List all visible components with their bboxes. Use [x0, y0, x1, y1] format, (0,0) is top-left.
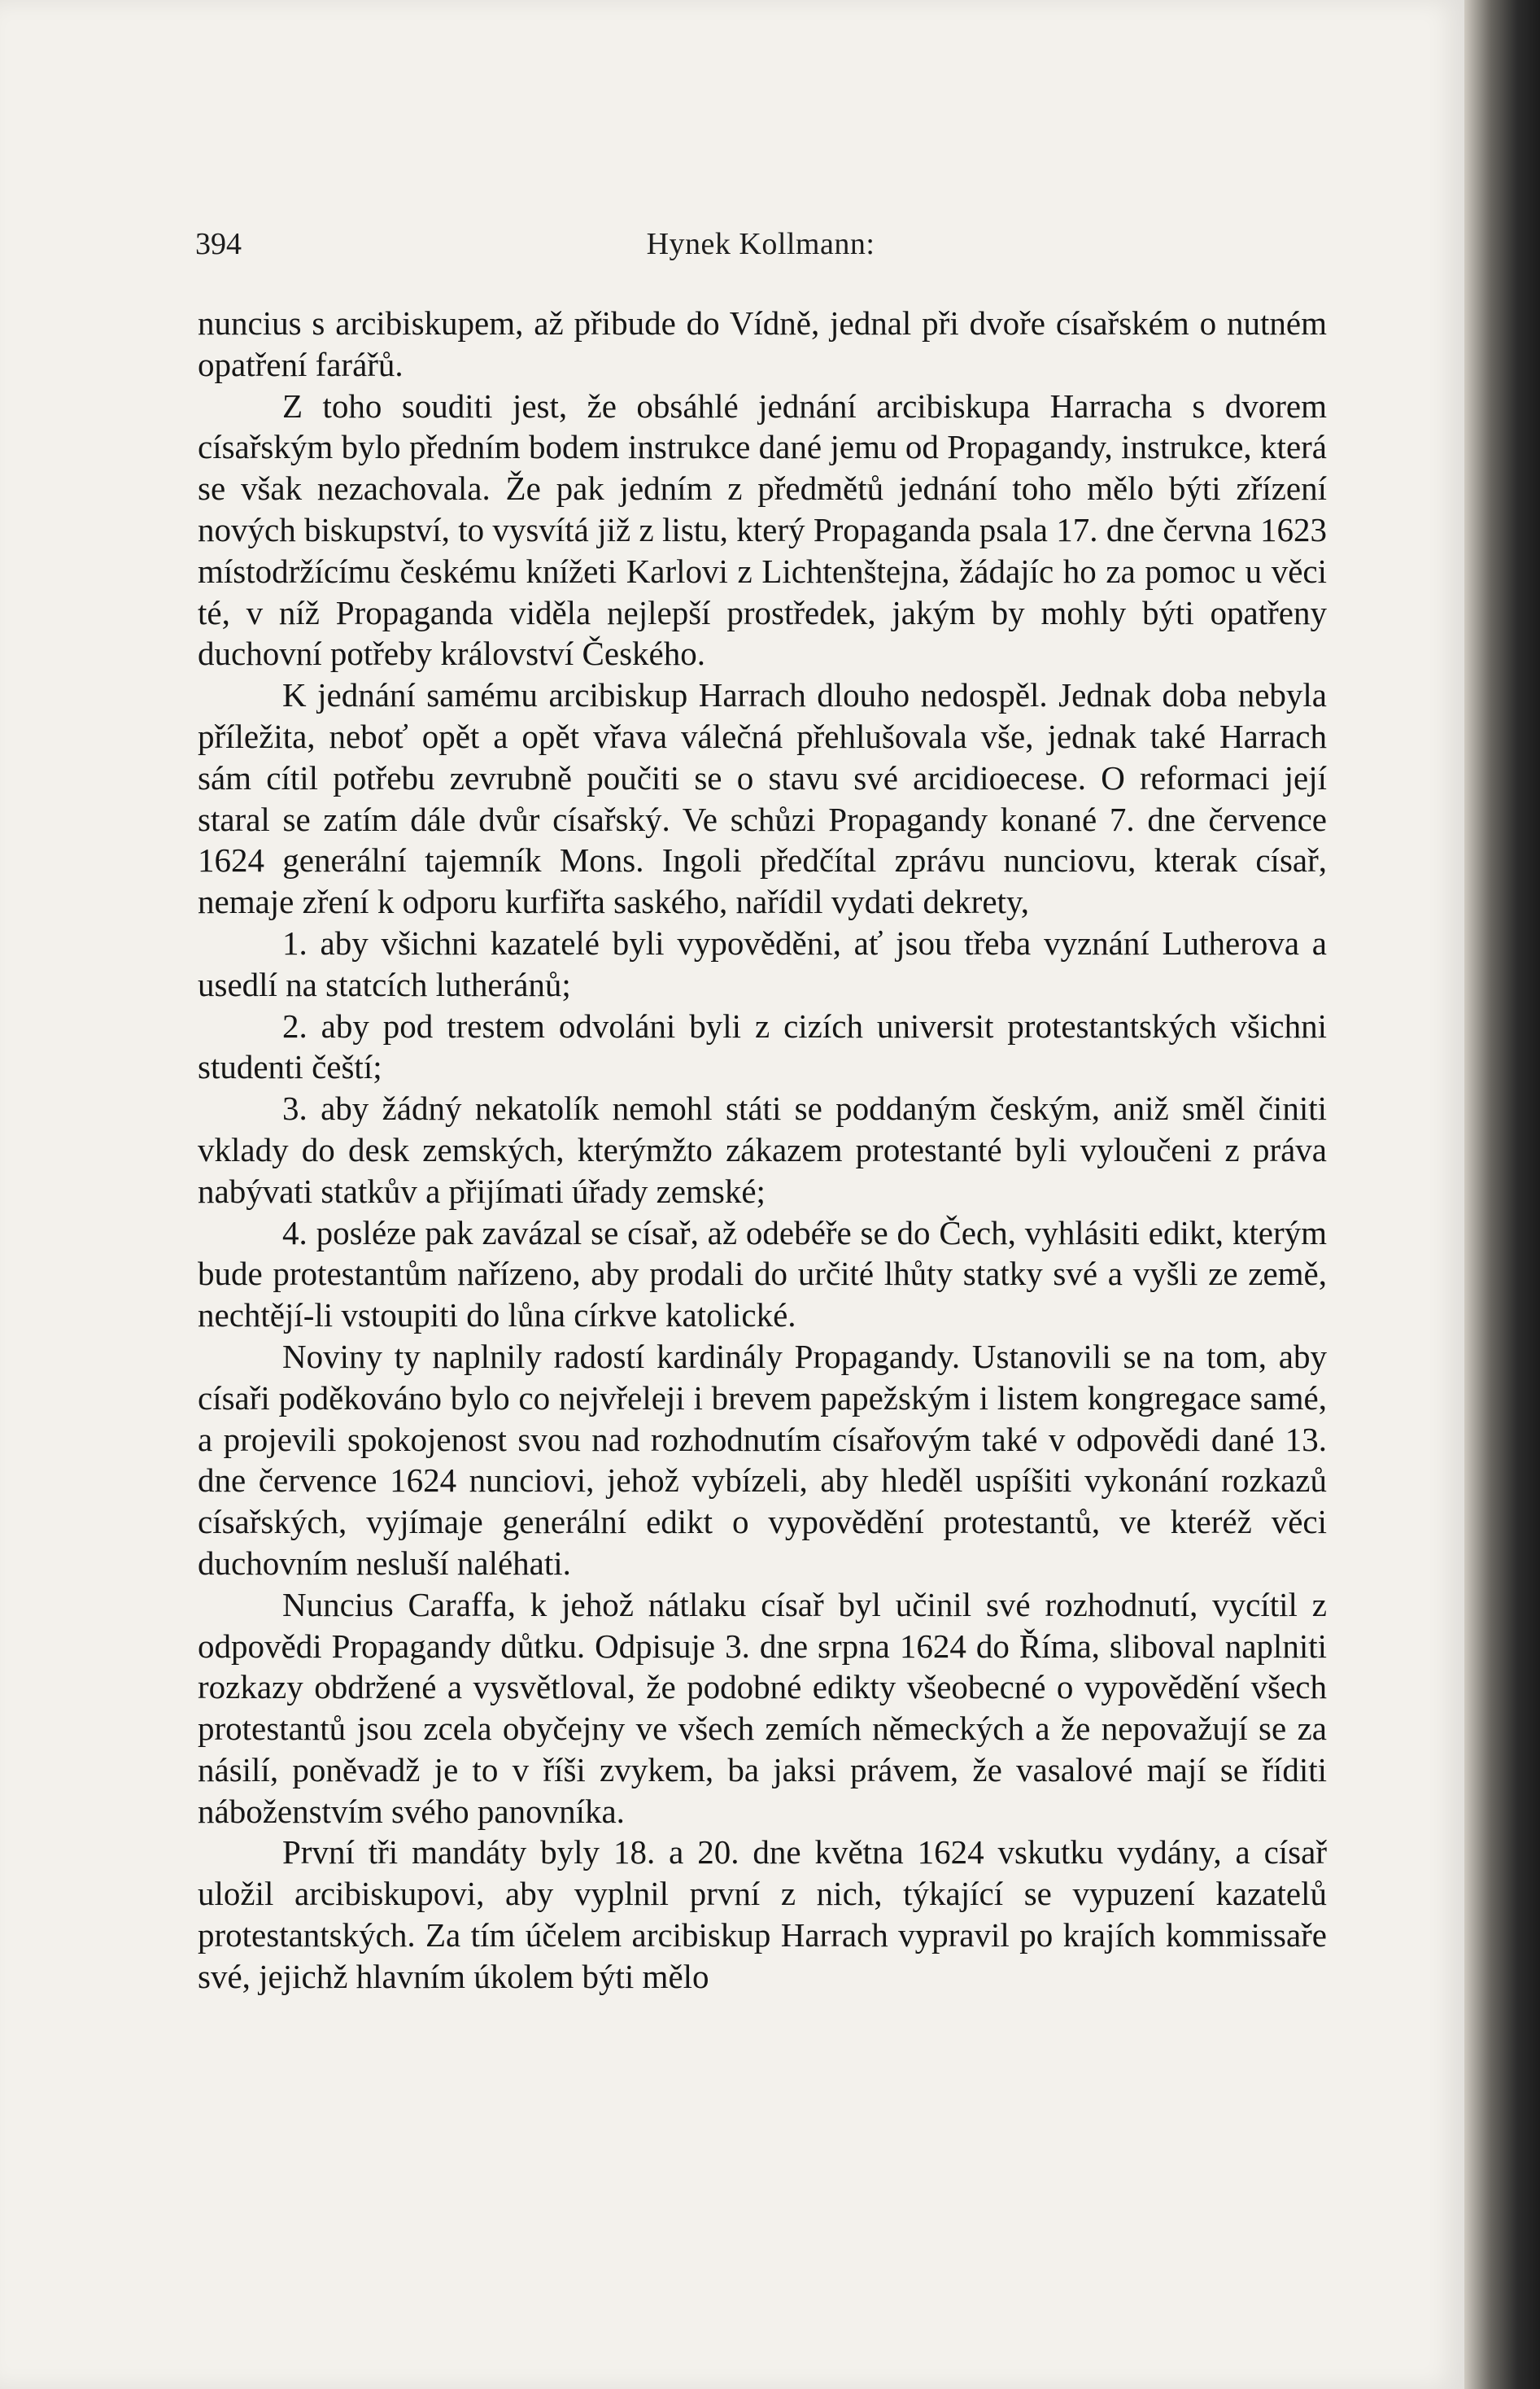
- page-number: 394: [195, 227, 242, 261]
- paragraph: Nuncius Caraffa, k jehož nátlaku císař byl učinil své rozhodnutí, vycítil z odpovědi Propagandy důtku. Odpisuje 3. dne srpna 1624 do Říma, sliboval naplniti rozkazy obdržené a vysvětloval, že podobné edikty všeobecné o vypovědění všech protestantů jsou zcela obyčejny ve všech zemích německých a že nepovažují se za násilí, poněvadž je to v říši zvykem, ba jaksi právem, že vasalové mají se říditi náboženstvím svého panovníka.: [198, 1585, 1327, 1830]
- page-header: [195, 226, 1326, 267]
- list-item: 3. aby žádný nekatolík nemohl státi se poddaným českým, aniž směl činiti vklady do desk zemských, kterýmžto zákazem protestanté byli vyloučeni z práva nabývati statkův a přijímati úřady zemské;: [198, 1090, 1327, 1210]
- list-item: 4. posléze pak zavázal se císař, až odebéře se do Čech, vyhlásiti edikt, kterým bude protestantům nařízeno, aby prodali do určité lhůty statky své a vyšli ze země, nechtějí-li vstoupiti do lůna církve katolické.: [198, 1213, 1327, 1334]
- running-head: Hynek Kollmann:: [646, 227, 875, 261]
- list-item: 1. aby všichni kazatelé byli vypověděni, ať jsou třeba vyznání Lutherova a usedlí na statcích lutheránů;: [198, 924, 1327, 1003]
- body-text: [198, 303, 1327, 1998]
- list-item: 2. aby pod trestem odvoláni byli z cizích universit protestantských všichni studenti čeští;: [198, 1007, 1327, 1086]
- paragraph: K jednání samému arcibiskup Harrach dlouho nedospěl. Jednak doba nebyla příležita, neboť opět a opět vřava válečná přehlušovala vše, jednak také Harrach sám cítil potřebu zevrubně poučiti se o stavu své arcidioecese. O reformaci její staral se zatím dále dvůr císařský. Ve schůzi Propagandy konané 7. dne července 1624 generální tajemník Mons. Ingoli předčítal zprávu nunciovu, kterak císař, nemaje zření k odporu kurfiřta saského, nařídil vydati dekrety,: [198, 676, 1327, 921]
- paragraph: nuncius s arcibiskupem, až přibude do Vídně, jednal při dvoře císařském o nutném opatření farářů.: [198, 304, 1327, 383]
- paragraph: Noviny ty naplnily radostí kardinály Propagandy. Ustanovili se na tom, aby císaři poděkováno bylo co nejvřeleji i brevem papežským i listem kongregace samé, a projevili spokojenost svou nad rozhodnutím císařovým také v odpovědi dané 13. dne července 1624 nunciovi, jehož vybízeli, aby hleděl uspíšiti vykonání rozkazů císařských, vyjímaje generální edikt o vypovědění protestantů, ve kteréž věci duchovním nesluší naléhati.: [198, 1337, 1327, 1582]
- paragraph: První tři mandáty byly 18. a 20. dne května 1624 vskutku vydány, a císař uložil arcibiskupovi, aby vyplnil první z nich, týkající se vypuzení kazatelů protestantských. Za tím účelem arcibiskup Harrach vypravil po krajích kommissaře své, jejichž hlavním úkolem býti mělo: [198, 1833, 1327, 1995]
- book-spine-edge: [1464, 0, 1540, 2389]
- paragraph: Z toho souditi jest, že obsáhlé jednání arcibiskupa Harracha s dvorem císařským bylo předním bodem instrukce dané jemu od Propagandy, instrukce, která se však nezachovala. Že pak jedním z předmětů jednání toho mělo býti zřízení nových biskupství, to vysvítá již z listu, který Propaganda psala 17. dne června 1623 místodržícímu českému knížeti Karlovi z Lichtenštejna, žádajíc ho za pomoc u věci té, v níž Propaganda viděla nejlepší prostředek, jakým by mohly býti opatřeny duchovní potřeby království Českého.: [198, 387, 1327, 673]
